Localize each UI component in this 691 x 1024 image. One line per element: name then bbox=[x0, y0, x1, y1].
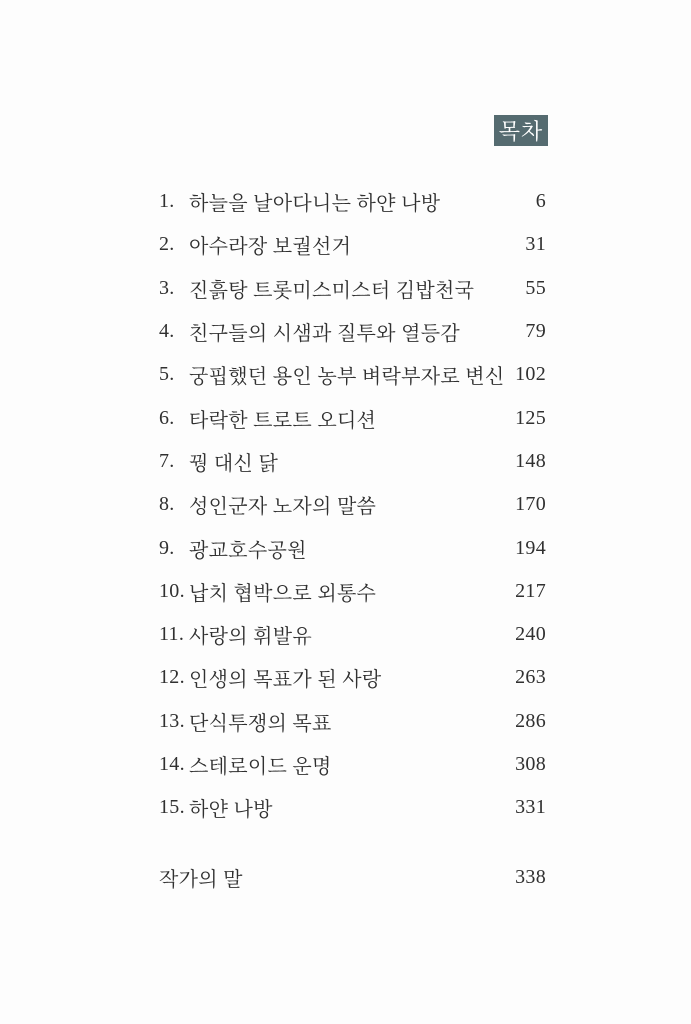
chapter-number: 11. bbox=[159, 623, 185, 646]
chapter-title: 친구들의 시샘과 질투와 열등감 bbox=[189, 323, 460, 346]
footer-title: 작가의 말 bbox=[159, 868, 243, 891]
page-number: 148 bbox=[515, 449, 546, 472]
chapter-number: 15. bbox=[159, 796, 185, 819]
chapter-number: 9. bbox=[159, 536, 175, 559]
toc-row bbox=[159, 353, 546, 396]
toc-row bbox=[159, 700, 546, 743]
toc-row bbox=[159, 396, 546, 439]
toc-title-badge: 목차 bbox=[494, 115, 548, 146]
toc-row bbox=[159, 743, 546, 786]
page-number: 217 bbox=[515, 579, 546, 602]
page-number: 125 bbox=[515, 406, 546, 429]
chapter-title: 스테로이드 운명 bbox=[189, 756, 332, 778]
toc-row bbox=[159, 440, 546, 483]
toc-row bbox=[159, 613, 546, 656]
toc-row bbox=[159, 656, 546, 699]
chapter-title: 아수라장 보궐선거 bbox=[189, 236, 352, 259]
toc-row bbox=[159, 310, 546, 353]
chapter-number: 4. bbox=[159, 320, 175, 343]
chapter-title: 광교호수공원 bbox=[189, 539, 307, 562]
chapter-title: 사랑의 휘발유 bbox=[189, 626, 313, 649]
chapter-number: 5. bbox=[159, 363, 175, 386]
page-number: 194 bbox=[515, 536, 546, 559]
toc-footer-row bbox=[159, 855, 546, 898]
page-number: 308 bbox=[515, 753, 546, 775]
page-number: 240 bbox=[515, 623, 546, 646]
chapter-number: 10. bbox=[159, 579, 185, 602]
toc-row bbox=[159, 483, 546, 526]
toc-row bbox=[159, 223, 546, 266]
chapter-title: 타락한 트로트 오디션 bbox=[189, 409, 377, 432]
chapter-title: 궁핍했던 용인 농부 벼락부자로 변신 bbox=[189, 366, 505, 389]
page-number: 263 bbox=[515, 666, 546, 689]
page-number: 286 bbox=[515, 709, 546, 732]
toc-row bbox=[159, 267, 546, 310]
page-number: 102 bbox=[515, 363, 546, 386]
chapter-title: 하얀 나방 bbox=[189, 799, 273, 822]
page-number: 55 bbox=[525, 276, 546, 299]
chapter-number: 12. bbox=[159, 666, 185, 689]
chapter-title: 인생의 목표가 된 사랑 bbox=[189, 669, 382, 692]
chapter-number: 1. bbox=[159, 190, 175, 213]
page-number: 170 bbox=[515, 493, 546, 516]
page-number: 331 bbox=[515, 796, 546, 819]
chapter-title: 납치 협박으로 외통수 bbox=[189, 582, 377, 605]
toc-list bbox=[159, 180, 546, 899]
toc-row bbox=[159, 180, 546, 223]
page-number: 79 bbox=[525, 320, 546, 343]
chapter-title: 단식투쟁의 목표 bbox=[189, 712, 332, 735]
page-number: 6 bbox=[535, 190, 546, 213]
toc-row bbox=[159, 786, 546, 829]
footer-page: 338 bbox=[515, 865, 546, 888]
chapter-title: 꿩 대신 닭 bbox=[189, 452, 279, 475]
chapter-number: 6. bbox=[159, 406, 175, 429]
chapter-number: 8. bbox=[159, 493, 175, 516]
page-number: 31 bbox=[525, 233, 546, 256]
chapter-number: 14. bbox=[159, 753, 185, 775]
chapter-title: 진흙탕 트롯미스미스터 김밥천국 bbox=[189, 279, 475, 302]
chapter-number: 7. bbox=[159, 449, 175, 472]
chapter-title: 하늘을 날아다니는 하얀 나방 bbox=[189, 193, 441, 216]
chapter-number: 3. bbox=[159, 276, 175, 299]
toc-row bbox=[159, 526, 546, 569]
chapter-number: 13. bbox=[159, 709, 185, 732]
chapter-title: 성인군자 노자의 말씀 bbox=[189, 496, 377, 519]
toc-row bbox=[159, 570, 546, 613]
chapter-number: 2. bbox=[159, 233, 175, 256]
